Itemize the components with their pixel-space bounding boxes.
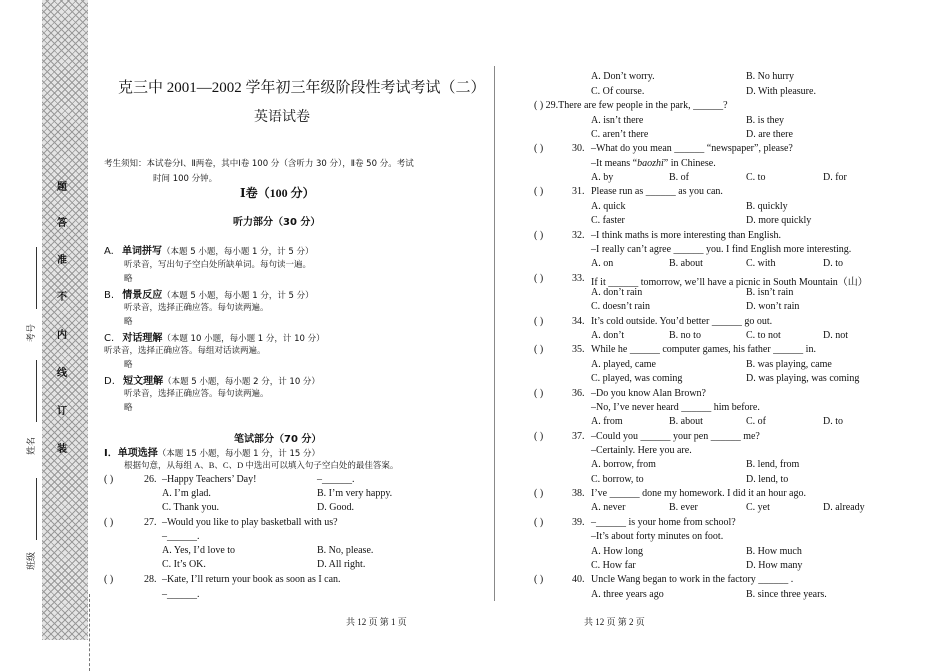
option-a: A. from [591, 416, 623, 427]
option-a: A. Yes, I’d love to [162, 545, 236, 556]
answer-paren[interactable]: ( ) [534, 143, 544, 154]
option-a: A. don’t rain [591, 287, 643, 298]
section-detail: （本题 5 小题，每小题 1 分，计 5 分） [162, 291, 314, 301]
name-blank-line [36, 360, 37, 422]
question-number: 27. [144, 517, 157, 528]
page-footer-left: 共 12 页 第 1 页 [346, 617, 407, 627]
question-stem: –Kate, I’ll return your book as soon as I can. [162, 574, 341, 585]
question-stem: –Could you ______ your pen ______ me? [591, 431, 760, 442]
seal-char: 准 [57, 255, 67, 266]
option-b: B. quickly [746, 201, 788, 212]
question-number: 36. [572, 388, 585, 399]
question-stem: I’ve ______ done my homework. I did it an hour ago. [591, 488, 806, 499]
option-d: D. to [823, 258, 843, 269]
seal-char: 装 [57, 444, 67, 455]
option-c: C. How far [591, 560, 636, 571]
question-stem: While he ______ computer games, his father ______ in. [591, 344, 816, 355]
option-d: D. won’t rain [746, 301, 800, 312]
question-stem: –What do you mean ______ “newspaper”, please? [591, 143, 793, 154]
section-name: 情景反应 [122, 290, 163, 301]
notice-line-1: 考生须知：本试卷分Ⅰ、Ⅱ两卷，其中Ⅰ卷 100 分（含听力 30 分），Ⅱ卷 50 分。考试 [104, 159, 414, 169]
exam-no-label: 考号 [27, 323, 37, 342]
answer-paren[interactable]: ( ) [534, 316, 544, 327]
option-d: D. more quickly [746, 215, 812, 226]
option-d: D. All right. [317, 559, 366, 570]
section-a-instructions: 听录音，写出句子空白处所缺单词。每句读一遍。 [124, 259, 312, 269]
answer-paren[interactable]: ( ) [104, 574, 114, 585]
name-label: 姓名 [27, 436, 37, 455]
option-b: B. ever [669, 502, 698, 513]
section-name: 短文理解 [123, 376, 164, 387]
option-d: D. already [823, 502, 865, 513]
question-stem: It’s cold outside. You’d better ______ go out. [591, 316, 773, 327]
seal-char: 订 [57, 406, 67, 417]
option-c: C. played, was coming [591, 373, 683, 384]
answer-paren[interactable]: ( ) [104, 517, 114, 528]
option-b: B. no to [669, 330, 701, 341]
answer-paren[interactable]: ( ) [534, 574, 544, 585]
option-a: A. isn’t there [591, 115, 644, 126]
option-d: D. lend, to [746, 474, 789, 485]
section-letter: A. [104, 246, 114, 257]
section-b-instructions: 听录音，选择正确应答。每句读两遍。 [124, 302, 269, 312]
section-detail: （本题 5 小题，每小题 2 分，计 10 分） [163, 377, 320, 387]
section-a-header [104, 242, 313, 257]
question-line-2: –No, I’ve never heard ______ him before. [591, 402, 760, 413]
question-stem: –______ is your home from school? [591, 517, 736, 528]
question-number: 28. [144, 574, 157, 585]
option-b: B. about [669, 258, 703, 269]
section-d-instructions: 听录音，选择正确应答。每句读两遍。 [124, 388, 269, 398]
question-number: 26. [144, 474, 157, 485]
question-reply: –______. [162, 531, 200, 542]
question-reply: –______. [162, 589, 200, 600]
section-d-header [104, 372, 320, 387]
section-a-omit: 略 [124, 273, 133, 283]
single-choice-header [104, 444, 320, 459]
question-line-2: –I really can’t agree ______ you. I find English more interesting. [591, 244, 852, 255]
option-d: D. to [823, 416, 843, 427]
section-c-instructions: 听录音，选择正确应答。每组对话读两遍。 [104, 345, 266, 355]
question-number: 34. [572, 316, 585, 327]
question-stem: –I think maths is more interesting than English. [591, 230, 781, 241]
answer-paren[interactable]: ( ) [534, 344, 544, 355]
exam-title: 克三中 2001—2002 学年初三年级阶段性考试考试（二） [118, 80, 486, 96]
option-a: A. never [591, 502, 626, 513]
question-line-2: –It’s about forty minutes on foot. [591, 531, 724, 542]
answer-paren[interactable]: ( ) [534, 273, 544, 284]
option-a: A. Don’t worry. [591, 71, 655, 82]
option-b: B. lend, from [746, 459, 800, 470]
section-b-omit: 略 [124, 316, 133, 326]
option-c: C. Thank you. [162, 502, 220, 513]
section-letter: B. [104, 290, 115, 301]
option-b: B. since three years. [746, 589, 827, 600]
question-number: 39. [572, 517, 585, 528]
question-number: 37. [572, 431, 585, 442]
question-number: 32. [572, 230, 585, 241]
question-reply: –______. [317, 474, 355, 485]
section-letter: D. [104, 376, 115, 387]
question-number: 30. [572, 143, 585, 154]
option-d: D. are there [746, 129, 793, 140]
option-b: B. about [669, 416, 703, 427]
option-c: C. Of course. [591, 86, 645, 97]
question-stem: Please run as ______ as you can. [591, 186, 723, 197]
option-b: B. How much [746, 546, 802, 557]
single-choice-instructions: 根据句意，从每组 A、B、C、D 中选出可以填入句子空白处的最佳答案。 [124, 460, 399, 470]
option-a: A. quick [591, 201, 626, 212]
option-d: D. for [823, 172, 847, 183]
question-stem: Uncle Wang began to work in the factory ______ . [591, 574, 794, 585]
option-c: C. of [746, 416, 766, 427]
option-a: A. three years ago [591, 589, 664, 600]
single-choice-detail: （本题 15 小题，每小题 1 分，计 15 分） [157, 449, 320, 459]
single-choice-title: Ⅰ．单项选择 [104, 448, 158, 459]
answer-paren[interactable]: ( ) [534, 388, 544, 399]
binding-strip [42, 0, 88, 640]
option-c: C. to not [746, 330, 781, 341]
written-heading: 笔试部分（70 分） [234, 434, 322, 445]
section-name: 单词拼写 [122, 246, 163, 257]
section-letter: C. [104, 333, 115, 344]
class-blank-line [36, 478, 37, 540]
option-a: A. by [591, 172, 614, 183]
question-stem: –Happy Teachers’ Day! [162, 474, 257, 485]
answer-paren[interactable]: ( ) [534, 517, 544, 528]
option-b: B. isn’t rain [746, 287, 794, 298]
question-number: 33. [572, 273, 585, 284]
option-b: B. is they [746, 115, 785, 126]
section-d-omit: 略 [124, 402, 133, 412]
question-stem: –Would you like to play basketball with us? [162, 517, 338, 528]
question-number: 40. [572, 574, 585, 585]
question-line-2: –Certainly. Here you are. [591, 445, 692, 456]
question-stem: ( ) 29.There are few people in the park, ______? [534, 100, 728, 111]
section-c-omit: 略 [124, 359, 133, 369]
answer-paren[interactable]: ( ) [534, 230, 544, 241]
volume-1-heading: Ⅰ卷（100 分） [240, 186, 315, 200]
seal-char: 内 [57, 330, 67, 341]
question-line-2: –It means “baozhi” in Chinese. [591, 158, 716, 169]
option-a: A. don’t [591, 330, 625, 341]
section-b-header [104, 286, 314, 301]
option-a: A. borrow, from [591, 459, 656, 470]
question-stem: –Do you know Alan Brown? [591, 388, 706, 399]
class-label: 班级 [27, 551, 37, 570]
option-c: C. borrow, to [591, 474, 644, 485]
section-name: 对话理解 [122, 333, 163, 344]
question-stem: If it ______ tomorrow, we’ll have a picnic in South Mountain（山） [591, 277, 868, 288]
option-c: C. faster [591, 215, 625, 226]
seal-char: 答 [57, 218, 67, 229]
listening-heading: 听力部分（30 分） [233, 217, 321, 228]
question-number: 38. [572, 488, 585, 499]
exam-no-blank-line [36, 247, 37, 309]
option-c: C. aren’t there [591, 129, 649, 140]
option-a: A. on [591, 258, 614, 269]
answer-paren[interactable]: ( ) [104, 474, 114, 485]
question-number: 35. [572, 344, 585, 355]
section-detail: （本题 5 小题，每小题 1 分，计 5 分） [162, 247, 314, 257]
option-b: B. of [669, 172, 689, 183]
option-d: D. Good. [317, 502, 354, 513]
option-c: C. doesn’t rain [591, 301, 650, 312]
seal-char: 题 [57, 182, 67, 193]
answer-paren[interactable]: ( ) [534, 186, 544, 197]
notice-line-2: 时间 100 分钟。 [153, 174, 218, 184]
option-c: C. It’s OK. [162, 559, 206, 570]
option-d: D. How many [746, 560, 803, 571]
column-divider [494, 66, 495, 601]
option-d: D. With pleasure. [746, 86, 816, 97]
question-number: 31. [572, 186, 585, 197]
option-b: B. No hurry [746, 71, 795, 82]
option-c: C. with [746, 258, 776, 269]
option-b: B. I’m very happy. [317, 488, 393, 499]
option-c: C. yet [746, 502, 770, 513]
seal-char: 不 [57, 292, 67, 303]
option-a: A. I’m glad. [162, 488, 211, 499]
page-footer-right: 共 12 页 第 2 页 [584, 617, 645, 627]
option-b: B. No, please. [317, 545, 374, 556]
answer-paren[interactable]: ( ) [534, 488, 544, 499]
exam-subtitle: 英语试卷 [254, 110, 310, 125]
answer-paren[interactable]: ( ) [534, 431, 544, 442]
seal-char: 线 [57, 368, 67, 379]
section-c-header [104, 329, 325, 344]
option-d: D. was playing, was coming [746, 373, 860, 384]
option-a: A. played, came [591, 359, 656, 370]
section-detail: （本题 10 小题，每小题 1 分，计 10 分） [162, 334, 325, 344]
option-c: C. to [746, 172, 766, 183]
option-b: B. was playing, came [746, 359, 832, 370]
option-a: A. How long [591, 546, 643, 557]
option-d: D. not [823, 330, 848, 341]
binding-dashed-line [89, 594, 90, 671]
